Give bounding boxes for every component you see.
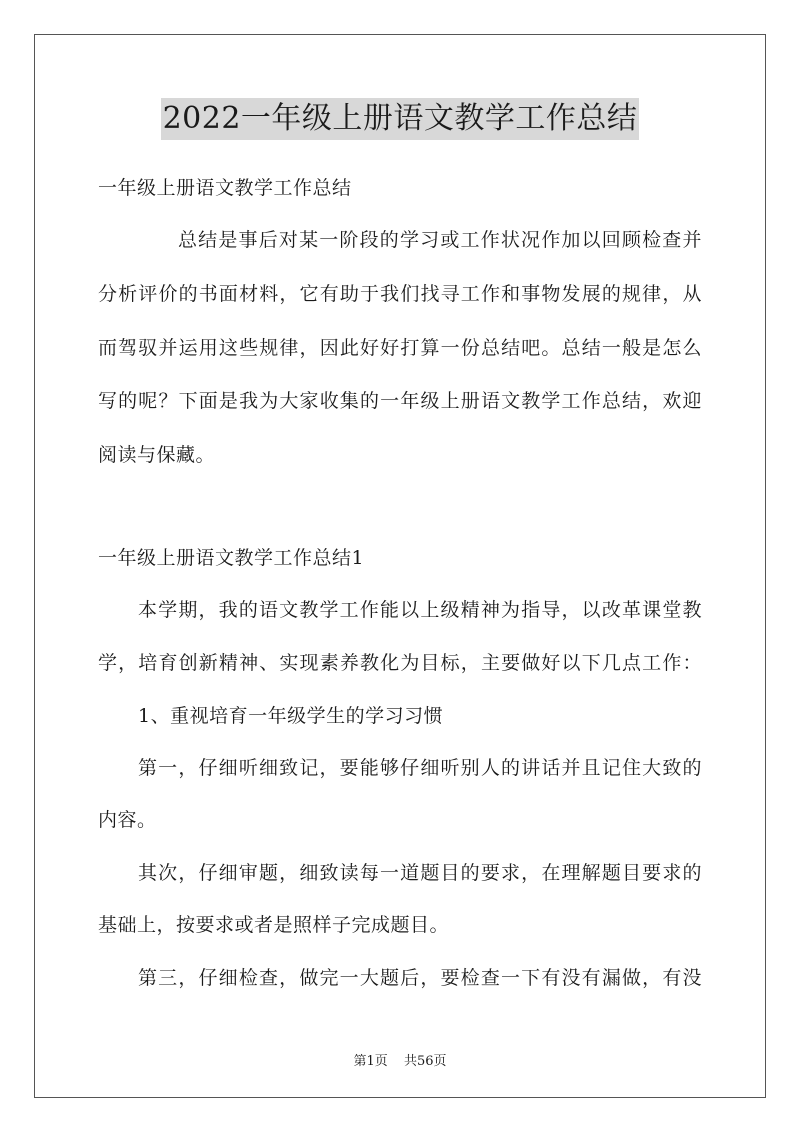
intro-line-4: 写的呢？下面是我为大家收集的一年级上册语文教学工作总结，欢迎 <box>98 390 702 412</box>
body-line-1: 本学期，我的语文教学工作能以上级精神为指导，以改革课堂教 <box>138 599 702 621</box>
intro-line-5: 阅读与保藏。 <box>98 444 216 466</box>
title-wrap <box>0 98 800 140</box>
subtitle: 一年级上册语文教学工作总结 <box>98 177 352 199</box>
body-line-3: 1、重视培育一年级学生的学习习惯 <box>138 705 444 727</box>
body-line-8: 第三，仔细检查，做完一大题后，要检查一下有没有漏做，有没 <box>138 967 702 989</box>
section-heading: 一年级上册语文教学工作总结1 <box>98 547 365 569</box>
body-line-7: 基础上，按要求或者是照样子完成题目。 <box>98 914 450 936</box>
page-footer <box>0 1050 800 1069</box>
document-title: 2022一年级上册语文教学工作总结 <box>161 98 640 140</box>
intro-line-2: 分析评价的书面材料，它有助于我们找寻工作和事物发展的规律，从 <box>98 283 702 305</box>
intro-line-3: 而驾驭并运用这些规律，因此好好打算一份总结吧。总结一般是怎么 <box>98 337 702 359</box>
body-line-6: 其次，仔细审题，细致读每一道题目的要求，在理解题目要求的 <box>138 862 702 884</box>
body-line-2: 学，培育创新精神、实现素养教化为目标，主要做好以下几点工作： <box>98 652 702 674</box>
body-line-5: 内容。 <box>98 809 157 831</box>
body-line-4: 第一，仔细听细致记，要能够仔细听别人的讲话并且记住大致的 <box>138 757 702 779</box>
intro-line-1: 总结是事后对某一阶段的学习或工作状况作加以回顾检查并 <box>178 229 702 251</box>
page-number: 第1页 <box>353 1054 388 1069</box>
page-total: 共56页 <box>403 1054 447 1069</box>
